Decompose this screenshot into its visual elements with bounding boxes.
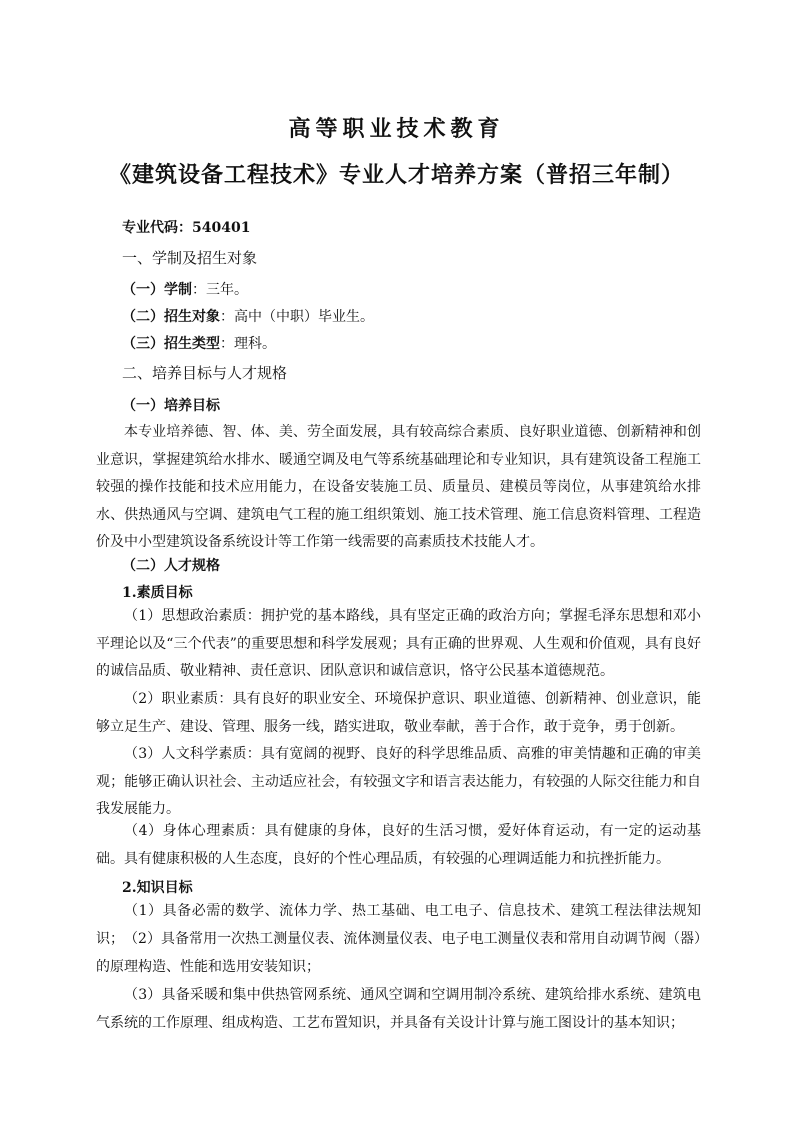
training-goal-paragraph: 本专业培养德、智、体、美、劳全面发展，具有较高综合素质、良好职业道德、创新精神和创业意识，掌握建筑给水排水、暖通空调及电气等系统基础理论和专业知识，具有建筑设备工程施工较强的操作技能和技术应用能力，在设备安装施工员、质量员、建模员等岗位，从事建筑给水排水、供热通风与空调、建筑电气工程的施工组织策划、施工技术管理、施工信息资料管理、工程造价及中小型建筑设备系统设计等工作第一线需要的高素质技术技能人才。 [96, 424, 701, 551]
schooling-length-value: ：三年。 [192, 282, 248, 298]
quality-item-4: （4）身体心理素质：具有健康的身体，良好的生活习惯，爱好体育运动，有一定的运动基础。具有健康积极的人生态度，良好的个性心理品质，有较强的心理调适能力和抗挫折能力。 [96, 823, 701, 867]
major-code: 专业代码：540401 [122, 220, 251, 236]
enrollment-target [122, 307, 374, 327]
talent-spec-heading: （二）人才规格 [122, 558, 220, 574]
training-goal-heading: （一）培养目标 [122, 398, 220, 414]
section-2-heading: 二、培养目标与人才规格 [122, 364, 288, 382]
enrollment-type-label: （三）招生类型 [122, 336, 220, 352]
quality-item-1: （1）思想政治素质：拥护党的基本路线，具有坚定正确的政治方向；掌握毛泽东思想和邓小平理论以及“三个代表”的重要思想和科学发展观；具有正确的世界观、人生观和价值观，具有良好的诚信品质、敬业精神、责任意识、团队意识和诚信意识，恪守公民基本道德规范。 [96, 608, 701, 680]
document-title: 高等职业技术教育 [288, 116, 505, 142]
enrollment-type-value: ：理科。 [220, 336, 276, 352]
knowledge-item-2: （2）具备常用一次热工测量仪表、流体测量仪表、电子电工测量仪表和常用自动调节阀（器）的原理构造、性能和选用安装知识； [96, 931, 701, 975]
document-subtitle: 《建筑设备工程技术》专业人才培养方案（普招三年制） [108, 162, 684, 188]
enrollment-target-value: ：高中（中职）毕业生。 [220, 309, 374, 325]
section-1-heading: 一、学制及招生对象 [122, 249, 258, 267]
quality-item-2: （2）职业素质：具有良好的职业安全、环境保护意识、职业道德、创新精神、创业意识，能够立足生产、建设、管理、服务一线，踏实进取，敬业奉献，善于合作，敢于竞争，勇于创新。 [96, 691, 701, 735]
schooling-length-label: （一）学制 [122, 282, 192, 298]
knowledge-item-1: （1）具备必需的数学、流体力学、热工基础、电工电子、信息技术、建筑工程法律法规知识； [96, 903, 701, 947]
knowledge-goal-heading: 2.知识目标 [122, 880, 193, 896]
enrollment-target-label: （二）招生对象 [122, 309, 220, 325]
quality-item-3: （3）人文科学素质：具有宽阔的视野、良好的科学思维品质、高雅的审美情趣和正确的审美观；能够正确认识社会、主动适应社会，有较强文字和语言表达能力，有较强的人际交往能力和自我发展能力。 [96, 746, 701, 818]
quality-goal-heading: 1.素质目标 [122, 585, 193, 601]
knowledge-item-3: （3）具备采暖和集中供热管网系统、通风空调和空调用制冷系统、建筑给排水系统、建筑电气系统的工作原理、组成构造、工艺布置知识，并具备有关设计计算与施工图设计的基本知识； [96, 987, 701, 1031]
schooling-length [122, 280, 248, 300]
enrollment-type [122, 334, 276, 354]
